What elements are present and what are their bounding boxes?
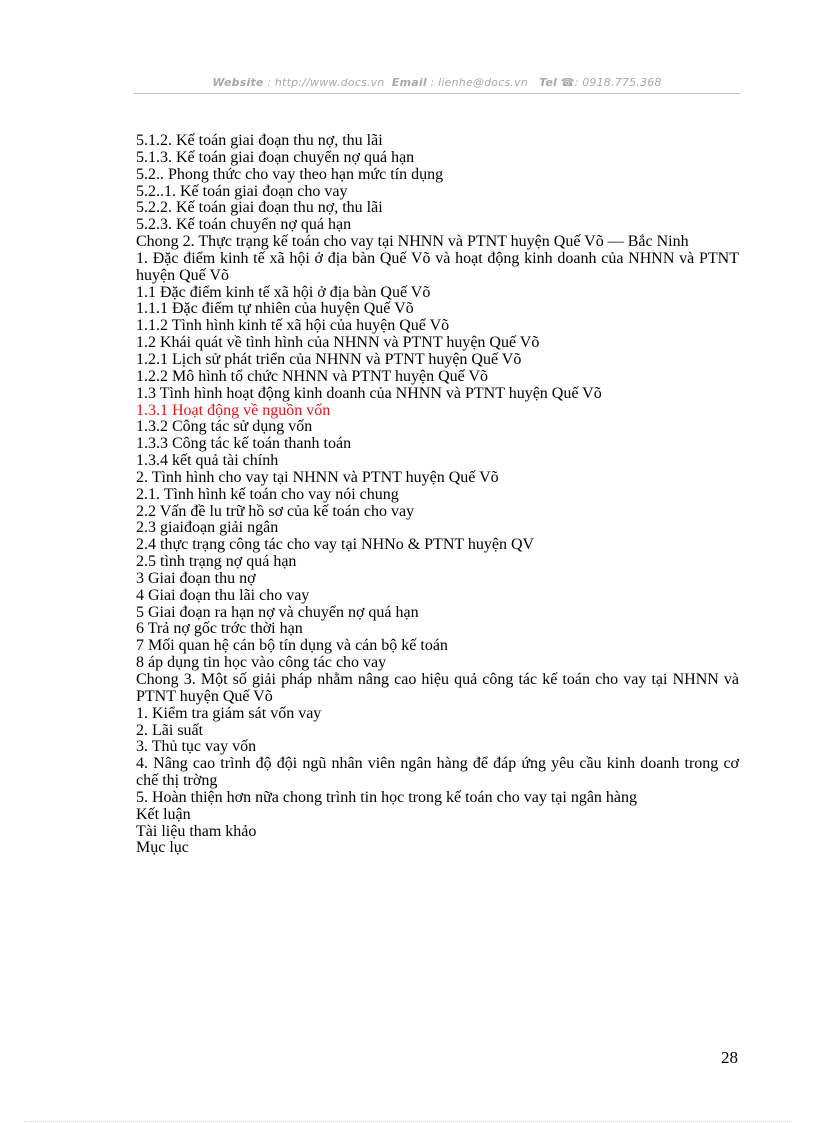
footer-divider	[24, 1121, 792, 1122]
toc-line: 2. Lãi suất	[136, 721, 204, 739]
toc-line: 5.2.. Phong thức cho vay theo hạn mức tín dụng	[136, 165, 444, 183]
email-label: Email	[391, 76, 427, 89]
toc-line: 5.1.3. Kế toán giai đoạn chuyển nợ quá hạn	[136, 148, 415, 166]
toc-line: 2.2 Vấn đề lu trữ hồ sơ của kế toán cho vay	[136, 502, 415, 520]
toc-line: 2.5 tình trạng nợ quá hạn	[136, 553, 297, 571]
toc-line: 2.1. Tình hình kế toán cho vay nói chung	[136, 485, 399, 503]
references-line: Tài liệu tham khảo	[136, 822, 257, 840]
chapter-2-heading: Chong 2. Thực trạng kế toán cho vay tại NHNN và PTNT huyện Quế Võ — Bắc Ninh	[136, 233, 689, 251]
tel-value: ☎: 0918.775.368	[560, 76, 662, 89]
toc-line: 2. Tình hình cho vay tại NHNN và PTNT huyện Quế Võ	[136, 468, 499, 486]
toc-line: 2.3 giaiđoạn giải ngân	[136, 519, 279, 537]
toc-line: 5.1.2. Kế toán giai đoạn thu nợ, thu lãi	[136, 132, 383, 149]
toc-line: 4 Giai đoạn thu lãi cho vay	[136, 586, 310, 604]
toc-line: 2.4 thực trạng công tác cho vay tại NHNo & PTNT huyện QV	[136, 536, 535, 554]
toc-line: 8 áp dụng tin học vào công tác cho vay	[136, 654, 387, 672]
toc-line: 1.2.1 Lịch sử phát triển của NHNN và PTNT huyện Quế Võ	[136, 350, 522, 368]
toc-line: 1.2 Khái quát về tình hình của NHNN và PTNT huyện Quế Võ	[136, 334, 540, 352]
email-value: : lienhe@docs.vn	[430, 76, 528, 89]
tel-label: Tel	[539, 76, 557, 89]
toc-line: 1.1.1 Đặc điểm tự nhiên của huyện Quế Võ	[136, 300, 414, 318]
conclusion-line: Kết luận	[136, 805, 191, 823]
toc-line: 5.2..1. Kế toán giai đoạn cho vay	[136, 182, 348, 200]
toc-line: 5. Hoàn thiện hơn nữa chong trình tin học trong kế toán cho vay tại ngân hàng	[136, 788, 638, 806]
toc-line: 1.1 Đặc điểm kinh tế xã hội ở địa bàn Quế Võ	[136, 283, 431, 301]
toc-line: 5.2.2. Kế toán giai đoạn thu nợ, thu lãi	[136, 199, 383, 217]
contents-line: Mục lục	[136, 839, 189, 857]
page-number: 28	[721, 1048, 738, 1067]
website-label: Website	[212, 76, 264, 89]
toc-line: 5.2.3. Kế toán chuyển nợ quá hạn	[136, 216, 352, 234]
toc-line-highlighted: 1.3.1 Hoạt động về nguồn vốn	[136, 401, 331, 419]
toc-line: 1.1.2 Tình hình kinh tế xã hội của huyện Quế Võ	[136, 317, 450, 335]
page-header	[134, 76, 740, 89]
chapter-3-heading: Chong 3. Một số giải pháp nhằm nâng cao hiệu quả công tác kế toán cho vay tại NHNN và PTNT huyện Quế Võ	[136, 671, 739, 705]
toc-line: 4. Nâng cao trình độ đội ngũ nhân viên ngân hàng để đáp ứng yêu cầu kinh doanh trong cơ chế thị trờng	[136, 755, 739, 790]
table-of-contents	[136, 133, 739, 857]
toc-line: 1.3 Tình hình hoạt động kinh doanh của NHNN và PTNT huyện Quế Võ	[136, 384, 602, 402]
toc-line: 1. Kiểm tra giám sát vốn vay	[136, 704, 322, 722]
toc-line: 6 Trả nợ gốc trớc thời hạn	[136, 620, 303, 638]
header-divider	[134, 93, 740, 94]
toc-line: 1. Đặc điểm kinh tế xã hội ở địa bàn Quế Võ và hoạt động kinh doanh của NHNN và PTNT huyện Quế Võ	[136, 249, 739, 284]
toc-line: 1.3.4 kết quả tài chính	[136, 452, 279, 470]
toc-line: 5 Giai đoạn ra hạn nợ và chuyển nợ quá hạn	[136, 603, 419, 621]
toc-line: 1.3.2 Công tác sử dụng vốn	[136, 418, 313, 436]
toc-line: 7 Mối quan hệ cán bộ tín dụng và cán bộ kế toán	[136, 637, 448, 655]
toc-line: 3 Giai đoạn thu nợ	[136, 569, 256, 587]
toc-line: 1.3.3 Công tác kế toán thanh toán	[136, 435, 352, 453]
toc-line: 3. Thủ tục vay vốn	[136, 738, 257, 756]
toc-line: 1.2.2 Mô hình tổ chức NHNN và PTNT huyện Quế Võ	[136, 367, 489, 385]
website-value: : http://www.docs.vn	[267, 76, 385, 89]
